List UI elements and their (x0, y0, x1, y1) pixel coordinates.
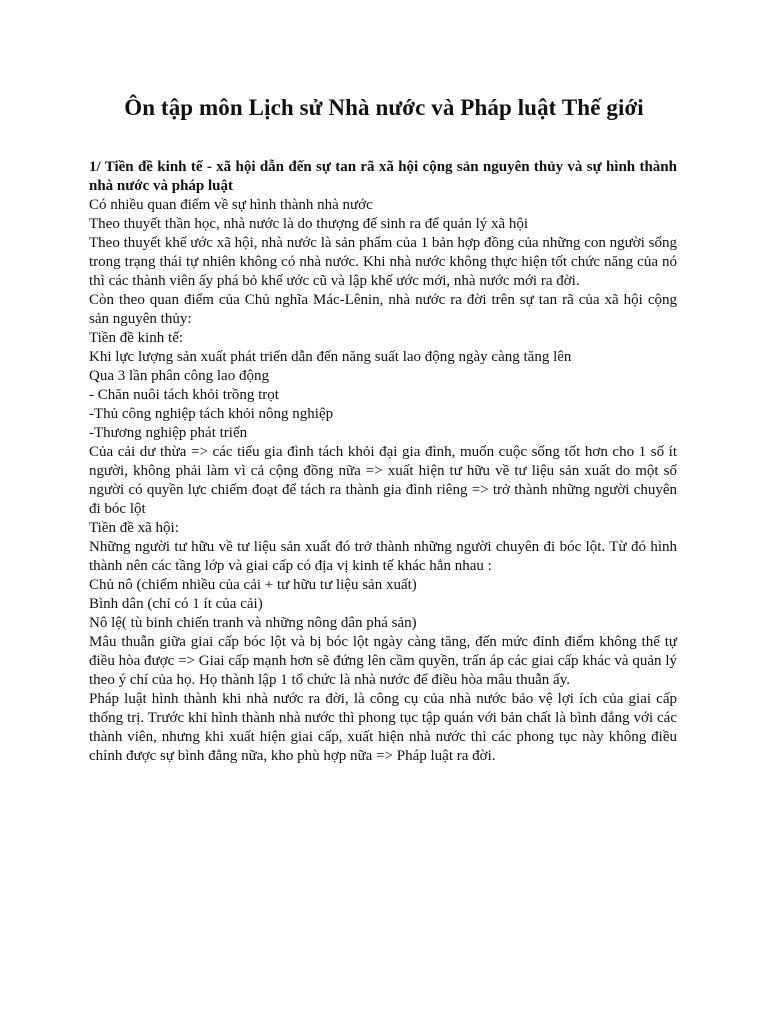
list-item: -Thương nghiệp phát triển (89, 425, 248, 441)
paragraph: Khi lực lượng sản xuất phát triển dẫn đến năng suất lao động ngày càng tăng lên (89, 349, 572, 365)
paragraph: Theo thuyết thần học, nhà nước là do thượng đế sinh ra để quản lý xã hội (89, 216, 529, 232)
section-heading: 1/ Tiền đề kinh tế - xã hội dẫn đến sự tan rã xã hội cộng sản nguyên thủy và sự hình thành nhà nước và pháp luật (89, 159, 677, 194)
paragraph: Nô lệ( tù binh chiến tranh và những nông dân phá sản) (89, 615, 417, 631)
document-body (89, 158, 677, 766)
paragraph: Chủ nô (chiếm nhiều của cải + tư hữu tư liệu sản xuất) (89, 577, 417, 593)
paragraph: Có nhiều quan điểm về sự hình thành nhà nước (89, 197, 373, 213)
paragraph: Của cải dư thừa => các tiểu gia đình tách khỏi đại gia đình, muốn cuộc sống tốt hơn cho 1 số ít người, không phải làm vì cả cộng đồng nữa => xuất hiện tư hữu về tư liệu sản xuất do một số người có quyền lực chiếm đoạt để tách ra thành gia đình riêng => trở thành những người chuyên đi bóc lột (89, 444, 677, 517)
document-title: Ôn tập môn Lịch sử Nhà nước và Pháp luật Thế giới (124, 95, 644, 120)
paragraph: Tiền đề xã hội: (89, 520, 179, 536)
paragraph: Qua 3 lần phân công lao động (89, 368, 269, 384)
paragraph: Bình dân (chỉ có 1 ít của cải) (89, 596, 263, 612)
list-item: -Thủ công nghiệp tách khỏi nông nghiệp (89, 406, 334, 422)
paragraph: Mâu thuẫn giữa giai cấp bóc lột và bị bóc lột ngày càng tăng, đến mức đỉnh điểm không thể tự điều hòa được => Giai cấp mạnh hơn sẽ đứng lên cầm quyền, trấn áp các giai cấp khác và quản lý theo ý chí của họ. Họ thành lập 1 tổ chức là nhà nước để điều hòa mâu thuẫn ấy. (89, 634, 677, 688)
paragraph: Pháp luật hình thành khi nhà nước ra đời, là công cụ của nhà nước bảo vệ lợi ích của giai cấp thống trị. Trước khi hình thành nhà nước thì phong tục tập quán với bản chất là bình đẳng với các thành viên, nhưng khi xuất hiện giai cấp, xuất hiện nhà nước thì các phong tục này không điều chỉnh được sự bình đẳng nữa, kho phù hợp nữa => Pháp luật ra đời. (89, 691, 677, 764)
paragraph: Còn theo quan điểm của Chủ nghĩa Mác-Lênin, nhà nước ra đời trên sự tan rã của xã hội cộng sản nguyên thủy: (89, 292, 677, 327)
paragraph: Theo thuyết khế ước xã hội, nhà nước là sản phẩm của 1 bản hợp đồng của những con người sống trong trạng thái tự nhiên không có nhà nước. Khi nhà nước không thực hiện tốt chức năng của nó thì các thành viên ấy phá bỏ khế ước cũ và lập khế ước mới, nhà nước mới ra đời. (89, 235, 677, 289)
list-item: - Chăn nuôi tách khỏi trồng trọt (89, 387, 279, 403)
paragraph: Những người tư hữu về tư liệu sản xuất đó trở thành những người chuyên đi bóc lột. Từ đó hình thành nên các tầng lớp và giai cấp có địa vị kinh tế khác hẳn nhau : (89, 539, 677, 574)
paragraph: Tiền đề kinh tế: (89, 330, 184, 346)
